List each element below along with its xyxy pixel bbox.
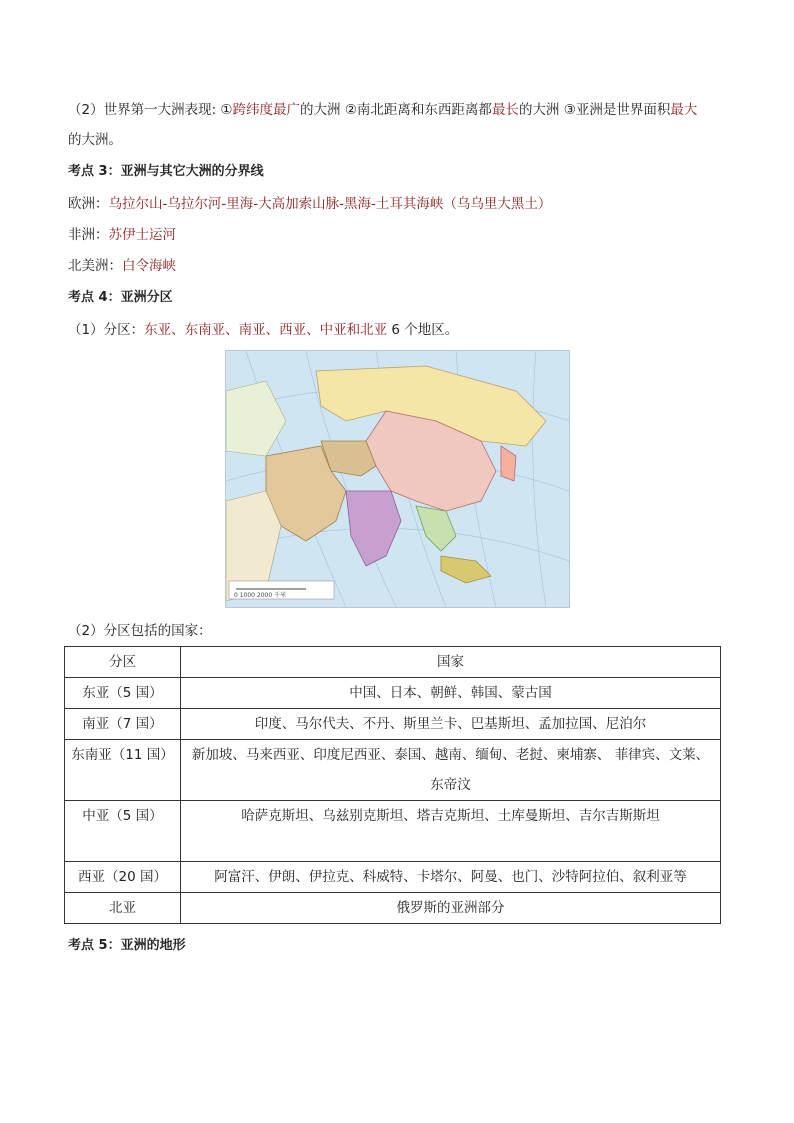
kaodian5-heading: 考点 5：亚洲的地形 (68, 938, 186, 953)
fenqu-line (68, 320, 458, 340)
namerica-value: 白令海峡 (122, 258, 176, 274)
countries-cell: 印度、马尔代夫、不丹、斯里兰卡、巴基斯坦、孟加拉国、尼泊尔 (181, 709, 721, 740)
countries-cell (181, 740, 721, 801)
intro-zuichang: 最长 (491, 102, 519, 118)
asia-regions-map (225, 350, 570, 608)
africa-label: 非洲： (68, 227, 109, 243)
section2-intro-line2: 的大洲。 (68, 132, 122, 148)
region-cell: 东亚（5 国） (65, 678, 181, 709)
region-cell: 中亚（5 国） (65, 801, 181, 862)
europe-value: 乌拉尔山-乌拉尔河-里海-大高加索山脉-黑海-土耳其海峡（乌乌里大黑土） (108, 196, 552, 212)
kaodian3-heading: 考点 3：亚洲与其它大洲的分界线 (68, 164, 264, 179)
countries-cell: 哈萨克斯坦、乌兹别克斯坦、塔吉克斯坦、土库曼斯坦、吉尔吉斯斯坦 (181, 801, 721, 862)
intro-mid2: 的大洲 ③亚洲是世界面积 (518, 102, 671, 118)
namerica-boundary-line (68, 256, 176, 276)
table-row (65, 801, 721, 862)
map-scale-label: 0 1000 2000 千米 (234, 592, 287, 599)
fenqu-suffix: 6 个地区。 (387, 322, 459, 338)
table-header-row (65, 647, 721, 678)
europe-label: 欧洲： (68, 196, 109, 212)
table-row (65, 893, 721, 924)
section2-intro-line1 (68, 100, 697, 120)
intro-prefix: （2）世界第一大洲表现: ① (68, 102, 233, 118)
asia-map-graphic (226, 351, 569, 607)
intro-kua: 跨 (232, 102, 247, 118)
intro-weidu: 纬度最广 (246, 102, 301, 118)
countries-line1: 新加坡、马来西亚、印度尼西亚、泰国、越南、缅甸、老挝、柬埔寨、 菲律宾、文莱、 (191, 747, 710, 763)
countries-table (64, 646, 721, 924)
region-cell: 南亚（7 国） (65, 709, 181, 740)
europe-boundary-line (68, 194, 551, 214)
table-row (65, 709, 721, 740)
header-region: 分区 (65, 647, 181, 678)
header-countries: 国家 (181, 647, 721, 678)
table-row (65, 678, 721, 709)
intro-zuida: 最大 (670, 102, 698, 118)
countries-cell: 阿富汗、伊朗、伊拉克、科威特、卡塔尔、阿曼、也门、沙特阿拉伯、叙利亚等 (181, 862, 721, 893)
fenqu-value: 东亚、东南亚、南亚、西亚、中亚和北亚 (144, 322, 388, 338)
africa-value: 苏伊士运河 (108, 227, 176, 243)
region-cell: 西亚（20 国） (65, 862, 181, 893)
region-cell: 东南亚（11 国） (65, 740, 181, 801)
countries-cell: 俄罗斯的亚洲部分 (181, 893, 721, 924)
countries-line2: 东帝汶 (430, 777, 471, 793)
table-row (65, 862, 721, 893)
table-intro: （2）分区包括的国家： (68, 623, 212, 639)
region-cell: 北亚 (65, 893, 181, 924)
intro-mid1: 的大洲 ②南北距离和东西距离都 (300, 102, 492, 118)
kaodian4-heading: 考点 4：亚洲分区 (68, 290, 173, 305)
fenqu-prefix: （1）分区： (68, 322, 145, 338)
africa-boundary-line (68, 225, 176, 245)
countries-cell: 中国、日本、朝鲜、韩国、蒙古国 (181, 678, 721, 709)
namerica-label: 北美洲： (68, 258, 122, 274)
table-row (65, 740, 721, 801)
